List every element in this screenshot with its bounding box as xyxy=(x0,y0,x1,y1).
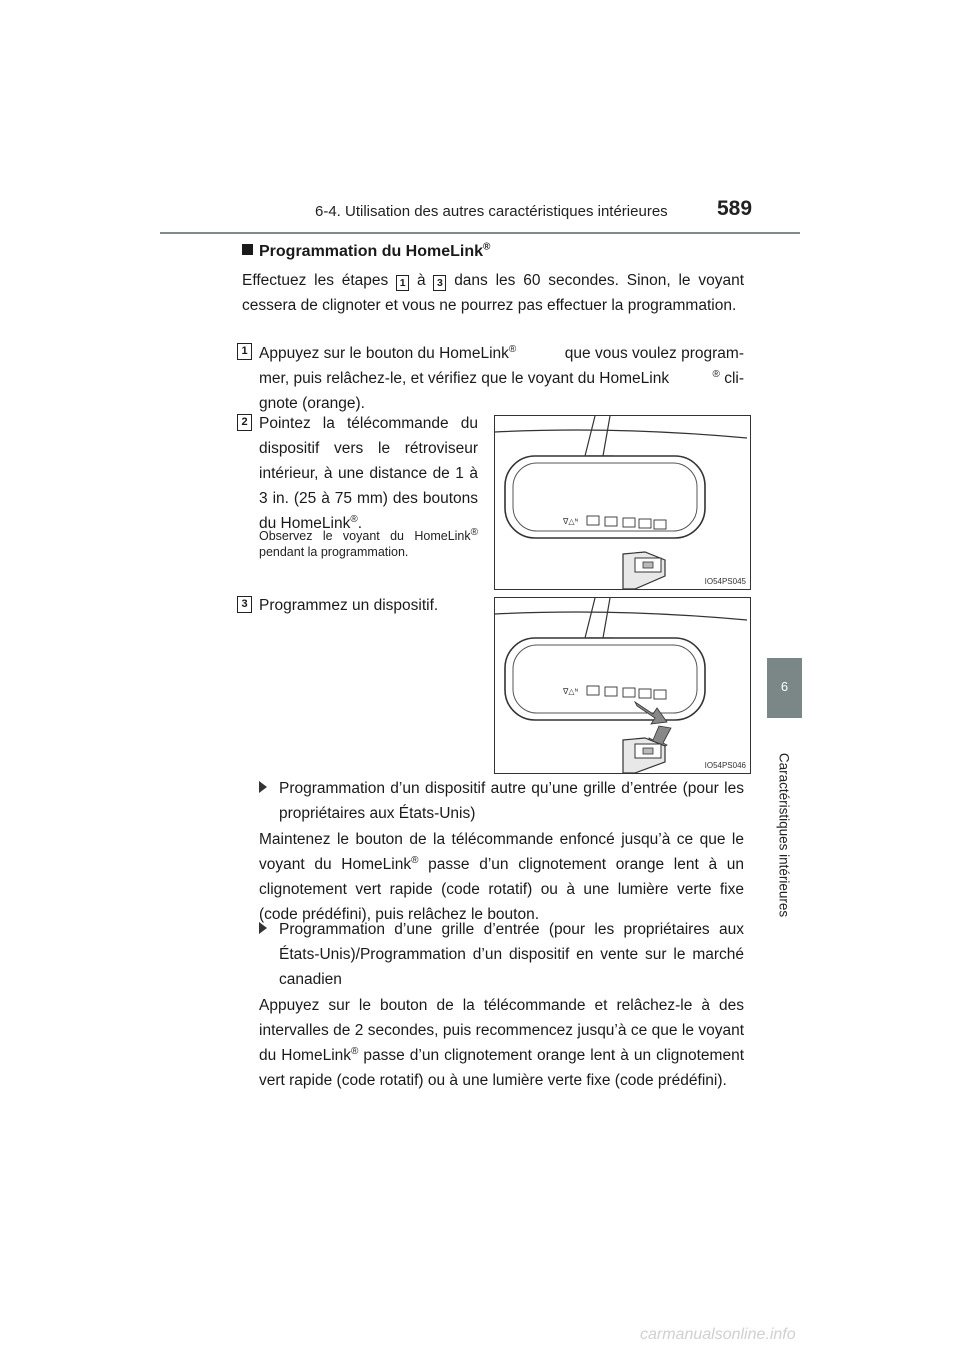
bullet-2-body-b: passe d’un clignotement orange lent à un clignotement vert rapide (code rotatif) ou à une lumière verte fixe (code prédéfini). xyxy=(259,1047,745,1089)
step-1-line1a: Appuyez sur le bouton du HomeLink xyxy=(259,345,509,362)
step-1-text xyxy=(259,341,744,416)
svg-text:∇△ᴺ: ∇△ᴺ xyxy=(563,517,579,526)
registered-mark: ® xyxy=(483,241,491,253)
step-1-line2a: mer, puis relâchez-le, et vérifiez que le voyant du HomeLink xyxy=(259,370,670,387)
square-bullet-icon xyxy=(242,244,253,255)
bullet-1-body-a: Maintenez le bouton de la télécommande enfoncé jusqu’à ce que le voyant du HomeLink xyxy=(259,831,744,873)
registered-mark: ® xyxy=(351,1045,359,1057)
bullet-item-1 xyxy=(259,776,744,826)
bullet-1-body-b: passe d’un clignotement orange lent à un clignotement vert rapide (code rotatif) ou à une lumière verte fixe (code prédéfini), puis relâchez le bouton. xyxy=(259,856,745,923)
chapter-tab-number: 6 xyxy=(780,679,789,694)
step-1-line1b: que vous voulez program- xyxy=(564,345,744,362)
page-number: 589 xyxy=(717,197,753,220)
intro-text-3: dans les 60 secondes. Sinon, le voyant cessera de clignoter et vous ne pourrez pas effectuer la programmation. xyxy=(242,272,745,314)
svg-text:∇△ᴺ: ∇△ᴺ xyxy=(563,687,579,696)
registered-mark: ® xyxy=(411,854,419,866)
step-1-line2b: cli- xyxy=(719,370,744,387)
step-2-note xyxy=(259,526,478,560)
figure-code: IO54PS045 xyxy=(704,577,746,586)
step-2-note-a: Observez le voyant du HomeLink xyxy=(259,529,471,543)
section-heading xyxy=(242,243,490,261)
step-2-body: Pointez la télécommande du dispositif vers le rétroviseur intérieur, à une distance de 1 à 3 in. (25 à 75 mm) des boutons du HomeLink xyxy=(259,415,478,532)
bullet-item-2 xyxy=(259,917,744,992)
registered-mark: ® xyxy=(508,343,517,355)
chapter-side-label xyxy=(769,745,799,925)
figure-mirror-remote-1 xyxy=(494,415,751,590)
bullet-2-body-a: Appuyez sur le bouton de la télécommande et relâchez-le à des intervalles de 2 secondes, puis recommencez jusqu’à ce que le voyant du HomeLink xyxy=(259,997,744,1064)
step-ref-box: 1 xyxy=(396,275,409,291)
chapter-tab xyxy=(767,658,802,718)
registered-mark: ® xyxy=(470,526,478,538)
mirror-remote-press-illustration xyxy=(495,598,750,773)
chapter-title: 6-4. Utilisation des autres caractéristiques intérieures xyxy=(315,203,668,220)
section-heading-text: Programmation du HomeLink xyxy=(259,243,484,260)
intro-text-2: à xyxy=(416,272,426,289)
step-number-box: 2 xyxy=(237,414,252,431)
step-1-line3: gnote (orange). xyxy=(259,395,365,412)
step-3-text: Programmez un dispositif. xyxy=(259,597,439,614)
step-ref-box: 3 xyxy=(433,275,446,291)
section-intro xyxy=(242,268,744,318)
bullet-1-title: Programmation d’un dispositif autre qu’une grille d’entrée (pour les propriétaires aux États-Unis) xyxy=(279,780,744,822)
chapter-side-label-text: Caractéristiques intérieures xyxy=(776,752,792,918)
step-2-text xyxy=(259,411,478,536)
bullet-1-body xyxy=(259,827,744,927)
intro-text-1: Effectuez les étapes xyxy=(242,272,389,289)
step-2-note-b: pendant la programmation. xyxy=(259,544,409,559)
triangle-bullet-icon xyxy=(259,922,267,934)
step-number-box: 3 xyxy=(237,596,252,613)
watermark: carmanualsonline.info xyxy=(640,1326,796,1343)
mirror-remote-illustration xyxy=(495,416,750,589)
header-rule xyxy=(160,232,800,234)
triangle-bullet-icon xyxy=(259,781,267,793)
registered-mark: ® xyxy=(350,513,358,525)
figure-code: IO54PS046 xyxy=(704,761,746,770)
figure-mirror-remote-2 xyxy=(494,597,751,774)
step-number-box: 1 xyxy=(237,343,252,360)
registered-mark: ® xyxy=(712,368,720,380)
bullet-2-title: Programmation d’une grille d’entrée (pour les propriétaires aux États-Unis)/Programmation d’un dispositif en vente sur le marché canadien xyxy=(279,921,744,988)
bullet-2-body xyxy=(259,993,744,1093)
step-2-end: . xyxy=(357,515,363,532)
